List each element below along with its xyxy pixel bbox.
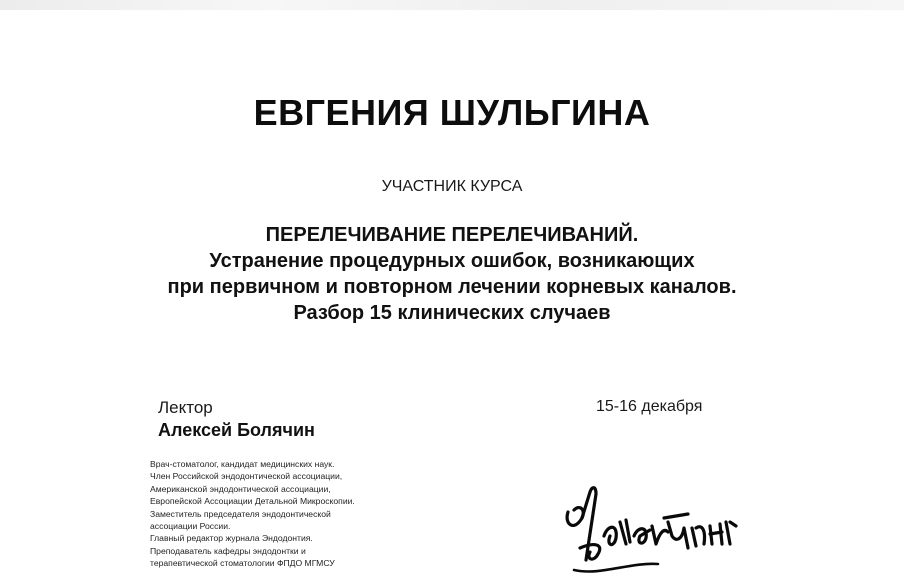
credential-line: Главный редактор журнала Эндодонтия. bbox=[150, 533, 313, 544]
credential-line: Европейской Ассоциации Детальной Микроскопии. bbox=[150, 496, 355, 507]
credential-line: Врач-стоматолог, кандидат медицинских наук. bbox=[150, 459, 335, 469]
credential-line: ассоциации России. bbox=[150, 521, 231, 532]
lector-credentials bbox=[150, 458, 450, 570]
handwritten-signature bbox=[560, 452, 760, 582]
credential-line: Член Российской эндодонтической ассоциации, bbox=[150, 471, 343, 482]
lector-name: Алексей Болячин bbox=[158, 420, 315, 440]
credential-line: Американской эндодонтической ассоциации, bbox=[150, 483, 331, 494]
credential-line: терапевтической стоматологии ФПДО МГМСУ bbox=[150, 558, 335, 569]
course-title-line: Разбор 15 клинических случаев bbox=[293, 302, 611, 324]
lector-label: Лектор bbox=[158, 398, 213, 417]
course-title-line: ПЕРЕЛЕЧИВАНИЕ ПЕРЕЛЕЧИВАНИЙ. bbox=[265, 224, 639, 246]
scan-top-edge bbox=[0, 0, 904, 10]
course-date: 15-16 декабря bbox=[596, 398, 703, 415]
credential-line: Заместитель председателя эндодонтической bbox=[150, 508, 331, 519]
course-title bbox=[0, 222, 904, 326]
participant-role: УЧАСТНИК КУРСА bbox=[381, 178, 523, 195]
credential-line: Преподаватель кафедры эндодонтки и bbox=[150, 545, 306, 556]
recipient-name: ЕВГЕНИЯ ШУЛЬГИНА bbox=[253, 92, 651, 133]
course-title-line: Устранение процедурных ошибок, возникающих bbox=[209, 250, 695, 272]
course-title-line: при первичном и повторном лечении корневых каналов. bbox=[167, 276, 737, 298]
